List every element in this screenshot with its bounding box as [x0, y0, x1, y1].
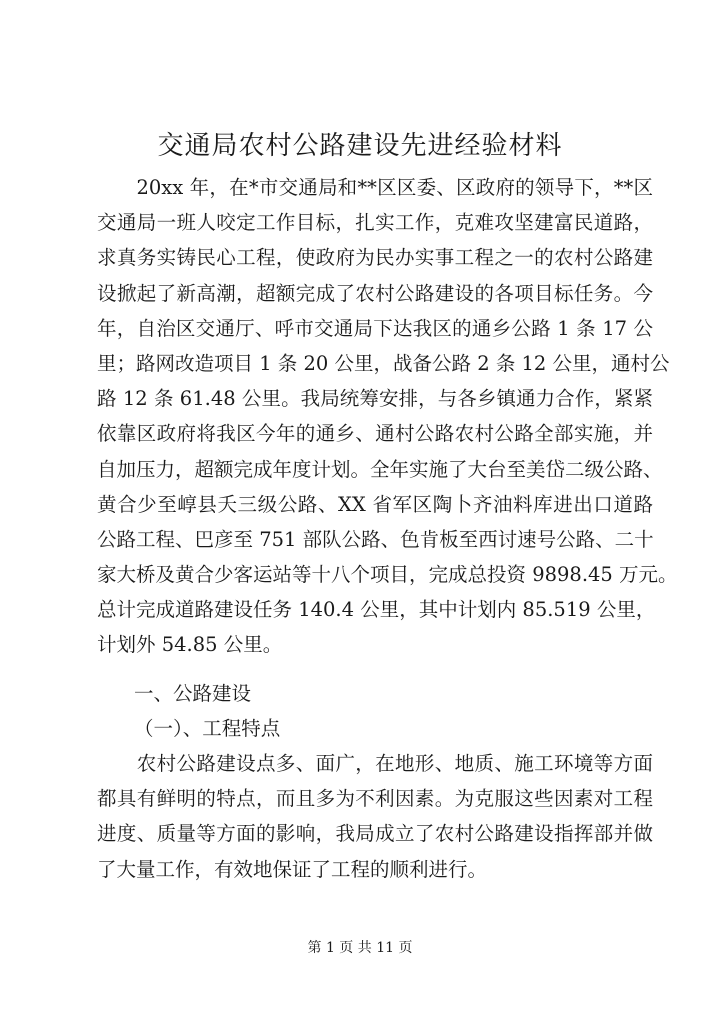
text-line: 依靠区政府将我区今年的通乡、通村公路农村公路全部实施，并 — [97, 422, 653, 446]
text-line: 进度、质量等方面的影响，我局成立了农村公路建设指挥部并做 — [97, 822, 653, 846]
subsection-heading: （一）、工程特点 — [134, 717, 281, 740]
text-line: 20xx 年，在*市交通局和**区区委、区政府的领导下，**区 — [97, 176, 653, 199]
text-line: 求真务实铸民心工程，使政府为民办实事工程之一的农村公路建 — [97, 246, 653, 270]
text-line: 里；路网改造项目 1 条 20 公里，战备公路 2 条 12 公里，通村公 — [97, 351, 670, 375]
text-line: 交通局一班人咬定工作目标，扎实工作，克难攻坚建富民道路， — [97, 211, 653, 235]
text-line: 农村公路建设点多、面广，在地形、地质、施工环境等方面 — [97, 752, 653, 775]
paragraph-intro — [97, 170, 678, 663]
text-line: 都具有鲜明的特点，而且多为不利因素。为克服这些因素对工程 — [97, 787, 653, 811]
section-heading: 一、公路建设 — [134, 682, 252, 705]
text-line: 设掀起了新高潮，超额完成了农村公路建设的各项目标任务。今 — [97, 281, 653, 305]
document-title: 交通局农村公路建设先进经验材料 — [157, 131, 563, 161]
paragraph-features — [97, 746, 653, 887]
text-line: 计划外 54.85 公里。 — [97, 633, 283, 657]
text-line: 年，自治区交通厅、呼市交通局下达我区的通乡公路 1 条 17 公 — [97, 316, 653, 340]
text-line: 公路工程、巴彦至 751 部队公路、色肯板至西讨速号公路、二十 — [97, 527, 654, 551]
page-footer: 第 1 页 共 11 页 — [307, 940, 413, 956]
text-line: 路 12 条 61.48 公里。我局统筹安排，与各乡镇通力合作，紧紧 — [97, 387, 653, 411]
text-line: 家大桥及黄合少客运站等十八个项目，完成总投资 9898.45 万元。 — [97, 563, 678, 587]
text-line: 了大量工作，有效地保证了工程的顺利进行。 — [97, 857, 488, 881]
text-line: 自加压力，超额完成年度计划。全年实施了大台至美岱二级公路、 — [97, 457, 663, 481]
text-line: 黄合少至崞县夭三级公路、XX 省军区陶卜齐油料库进出口道路 — [97, 492, 653, 516]
text-line: 总计完成道路建设任务 140.4 公里，其中计划内 85.519 公里， — [97, 598, 656, 622]
